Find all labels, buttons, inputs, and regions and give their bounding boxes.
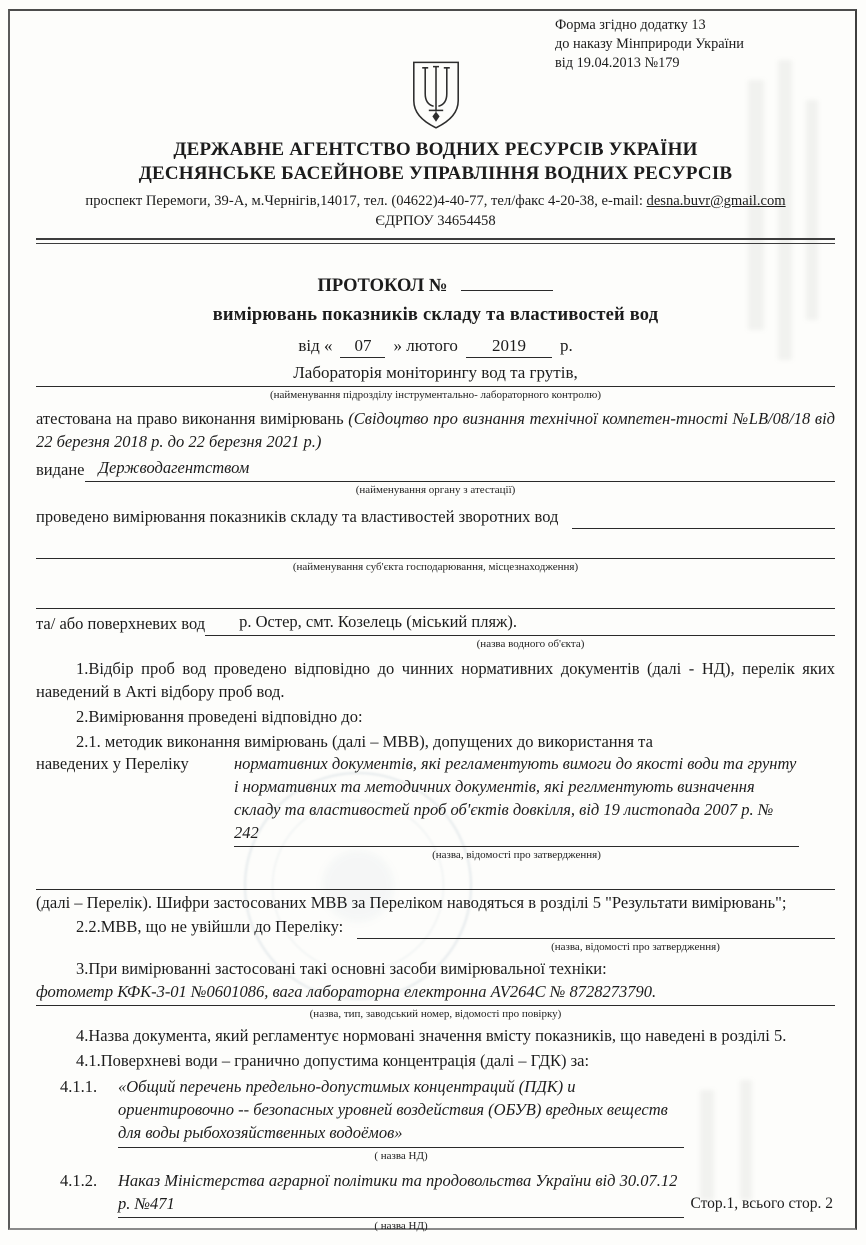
paragraph-3: 3.При вимірюванні застосовані такі основні засоби вимірювальної техніки: [76, 959, 607, 979]
perelik-document-title: нормативних документів, які регламентують вимоги до якості води та грунту і нормативних та методичних документів, які реглментують визначення складу та властивостей проб об'єктів довкілля, від 19 листопада 2007 р. № 242 [234, 753, 799, 847]
header-divider [36, 238, 835, 244]
address-text: проспект Перемоги, 39-А, м.Чернігів,14017, тел. (04622)4-40-77, тел/факс 4-20-38, e-mail: [85, 192, 647, 209]
surface-water-caption: (назва водного об'єкта) [476, 638, 585, 651]
perelik-paragraph: (далі – Перелік). Шифри застосованих МВВ за Переліком наводяться в розділі 5 "Результати вимірювань"; [36, 892, 787, 912]
date-prefix: від « [298, 335, 333, 355]
nd-document-title-2: Наказ Міністерства аграрної політики та продовольства України від 30.07.12 р. №471 [118, 1170, 684, 1219]
protocol-label: ПРОТОКОЛ № [317, 275, 448, 296]
paragraph-2-2-blank [357, 922, 835, 939]
paragraph-4: 4.Назва документа, який регламентує нормовані значення вмісту показників, що наведені в розділі 5. [76, 1025, 787, 1045]
paragraph-2-1-intro: 2.1. методик виконання вимірювань (далі – МВВ), допущених до використання та [76, 731, 653, 751]
approval-caption: (назва, відомості про затвердження) [432, 849, 601, 862]
form-note-line: до наказу Мінприроди України [555, 35, 744, 52]
issued-label: видане [36, 460, 85, 480]
protocol-title [36, 274, 835, 300]
issued-caption: (найменування органу з атестації) [355, 484, 516, 497]
paragraph-1: 1.Відбір проб вод проведено відповідно до чинних нормативних документів (далі - НД), перелік яких наведений в Акті відбору проб вод. [36, 659, 835, 701]
return-water-row [36, 506, 835, 529]
paragraph-2-1-row [36, 753, 835, 847]
instruments-caption: (назва, тип, заводський номер, відомості про повірку) [309, 1007, 562, 1020]
clause-number: 4.1.2. [60, 1170, 98, 1190]
surface-water-row [36, 611, 835, 636]
entity-blank-line [36, 543, 835, 559]
paragraph-4-1: 4.1.Поверхневі води – гранично допустима концентрація (далі – ГДК) за: [76, 1050, 590, 1070]
laboratory-name: Лабораторія моніторингу вод та грутів, [36, 361, 835, 386]
agency-name: ДЕРЖАВНЕ АГЕНТСТВО ВОДНИХ РЕСУРСІВ УКРАЇНИ [173, 139, 698, 160]
nd-document-title: «Общий перечень предельно-допустимых концентраций (ПДК) и ориентировочно -- безопасных уровней воздействия (ОБУВ) вредных веществ для воды рыбохозяйственных водоёмов» [118, 1076, 684, 1147]
entity-caption: (найменування суб'єкта господарювання, місцезнаходження) [292, 561, 579, 574]
attestation-paragraph [36, 408, 835, 454]
protocol-number-blank [461, 274, 553, 291]
date-year: 2019 [466, 334, 552, 358]
form-note-line: від 19.04.2013 №179 [555, 54, 680, 71]
date-day: 07 [340, 334, 385, 358]
nd-caption: ( назва НД) [374, 1149, 428, 1162]
protocol-date [36, 334, 835, 358]
paragraph-2-1-left: наведених у Переліку [36, 754, 189, 774]
entity-blank-line-2 [36, 593, 835, 609]
paragraph-2: 2.Вимірювання проведені відповідно до: [76, 706, 363, 726]
page-number-footer: Стор.1, всього стор. 2 [690, 1195, 833, 1212]
certificate-text: (Свідоцтво про визнання технічної компетен-тності №LB/08/18 від 22 березня 2018 р. до 22 березня 2021 р.) [36, 408, 836, 451]
surface-water-label: та/ або поверхневих вод [36, 614, 206, 634]
date-suffix: р. [559, 335, 573, 355]
blank-line [36, 874, 835, 890]
instruments-value: фотометр КФК-3-01 №0601086, вага лабораторна електронна AV264C № 8728273790. [36, 981, 835, 1006]
return-water-blank [572, 512, 835, 529]
paragraph-2-2-row [36, 916, 835, 939]
approval-caption-2: (назва, відомості про затвердження) [551, 941, 720, 954]
form-reference-note [555, 16, 833, 73]
form-note-line: Форма згідно додатку 13 [555, 17, 706, 33]
paragraph-4-1-1-row [36, 1076, 835, 1147]
attestation-text: атестована на право виконання вимірювань [36, 408, 349, 428]
surface-water-value: р. Остер, смт. Козелець (міський пляж). [205, 611, 835, 636]
issued-value: Держводагентством [85, 457, 836, 482]
protocol-subtitle: вимірювань показників складу та властивостей вод [212, 305, 659, 326]
paragraph-2-2-label: 2.2.МВВ, що не увійшли до Переліку: [76, 917, 344, 937]
laboratory-caption: (найменування підрозділу інструментально- лабораторного контролю) [269, 388, 601, 401]
ukraine-trident-emblem-icon [409, 58, 463, 134]
division-name: ДЕСНЯНСЬКЕ БАСЕЙНОВЕ УПРАВЛІННЯ ВОДНИХ РЕСУРСІВ [138, 162, 733, 184]
date-month: » лютого [393, 335, 458, 355]
org-address [36, 191, 835, 211]
clause-number: 4.1.1. [60, 1077, 98, 1097]
issued-by-row [36, 457, 835, 482]
return-water-text: проведено вимірювання показників складу та властивостей зворотних вод [36, 507, 559, 527]
nd-caption-2: ( назва НД) [374, 1220, 428, 1233]
email-text: desna.buvr@gmail.com [646, 192, 786, 209]
edrpou-code: ЄДРПОУ 34654458 [375, 212, 496, 229]
